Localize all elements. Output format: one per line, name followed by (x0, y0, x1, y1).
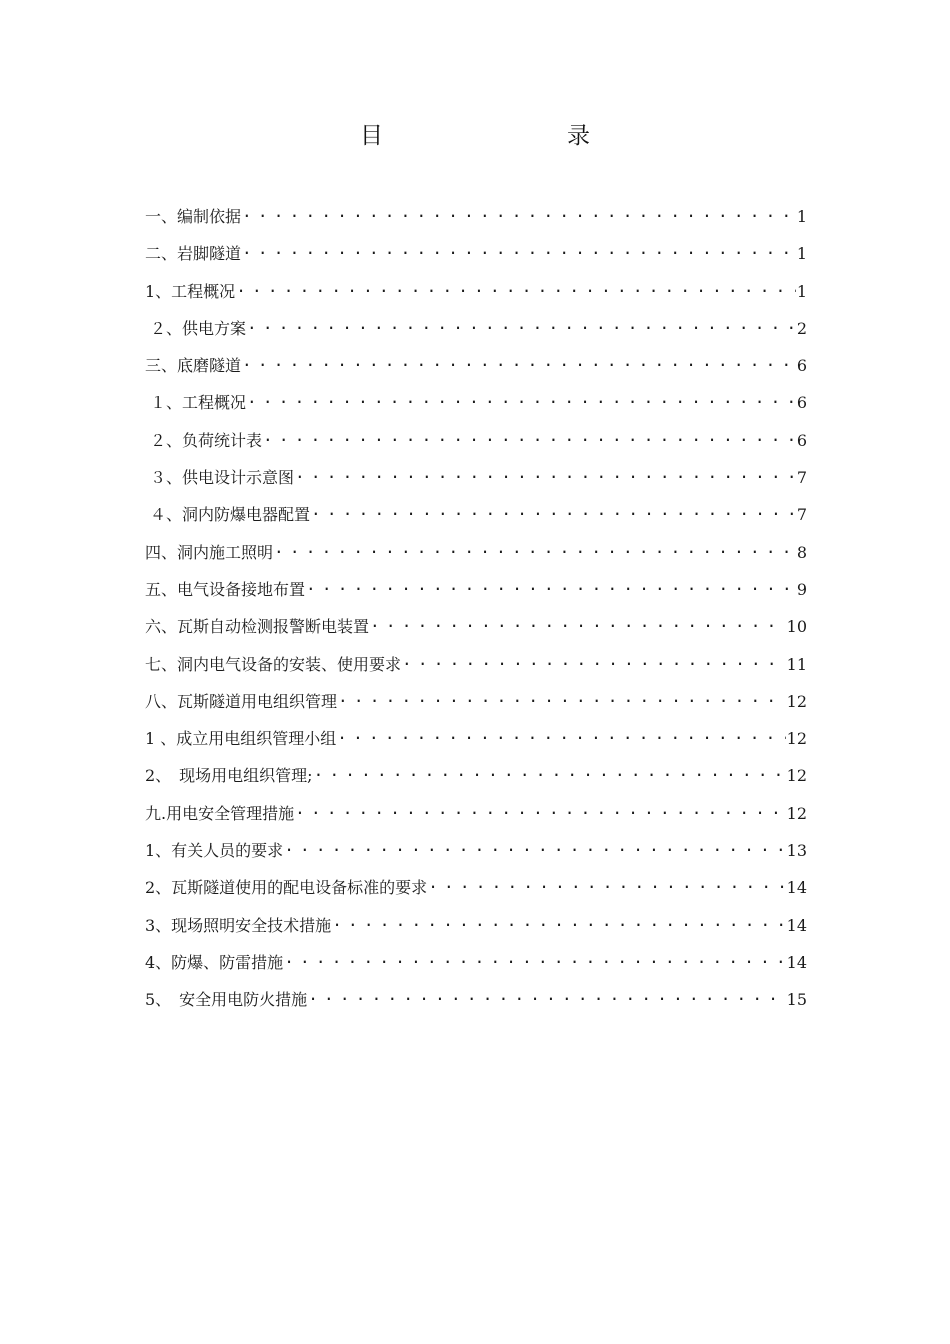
toc-dot-leader (242, 351, 796, 371)
toc-entry-page-number: 6 (796, 393, 807, 413)
toc-entry[interactable] (145, 277, 807, 314)
toc-entry[interactable] (145, 687, 807, 724)
toc-entry-label: 5、 安全用电防火措施 (145, 990, 308, 1010)
toc-entry-label: ２、负荷统计表 (150, 430, 263, 450)
toc-entry-label: 2、 现场用电组织管理; (145, 766, 313, 786)
toc-entry-label: 六、瓦斯自动检测报警断电装置 (145, 617, 370, 637)
toc-dot-leader (332, 911, 785, 931)
toc-dot-leader (284, 948, 785, 968)
toc-list (145, 202, 807, 1023)
toc-entry[interactable] (145, 911, 807, 948)
toc-dot-leader (263, 426, 796, 446)
toc-entry-label: 一、编制依据 (145, 207, 242, 226)
toc-entry[interactable] (145, 239, 807, 276)
toc-dot-leader (295, 463, 796, 483)
toc-dot-leader (402, 650, 786, 670)
toc-entry-page-number: 11 (786, 654, 807, 674)
toc-dot-leader (337, 724, 785, 744)
toc-dot-leader (242, 202, 796, 222)
toc-entry[interactable] (145, 314, 807, 351)
toc-entry-label: 三、底磨隧道 (145, 356, 242, 376)
toc-dot-leader (311, 500, 796, 520)
toc-dot-leader (274, 538, 796, 558)
toc-entry[interactable] (145, 612, 807, 649)
toc-entry-page-number: 12 (786, 691, 807, 711)
toc-entry[interactable] (145, 426, 807, 463)
toc-entry-label: 四、洞内施工照明 (145, 542, 274, 562)
toc-entry-page-number: 1 (796, 207, 807, 226)
toc-entry[interactable] (145, 351, 807, 388)
toc-dot-leader (338, 687, 786, 707)
toc-entry[interactable] (145, 500, 807, 537)
toc-entry-page-number: 13 (786, 841, 807, 861)
toc-dot-leader (247, 388, 796, 408)
toc-dot-leader (242, 239, 796, 259)
toc-entry-page-number: 12 (786, 766, 807, 786)
toc-dot-leader (314, 761, 786, 781)
toc-title: 目 录 (360, 123, 636, 149)
toc-entry-page-number: 6 (796, 430, 807, 450)
toc-entry-label: １、工程概况 (150, 393, 247, 413)
toc-entry-page-number: 1 (796, 281, 807, 301)
toc-entry[interactable] (145, 388, 807, 425)
toc-entry-page-number: 14 (786, 915, 807, 935)
toc-entry-page-number: 2 (796, 318, 807, 338)
toc-entry-page-number: 8 (796, 542, 807, 562)
toc-dot-leader (295, 799, 786, 819)
toc-entry-page-number: 10 (786, 617, 807, 637)
toc-dot-leader (247, 314, 796, 334)
toc-entry[interactable] (145, 463, 807, 500)
toc-entry-label: ２、供电方案 (150, 318, 247, 338)
toc-entry[interactable] (145, 202, 807, 239)
toc-entry-label: 九.用电安全管理措施 (145, 803, 295, 823)
toc-dot-leader (428, 873, 785, 893)
toc-entry-label: 八、瓦斯隧道用电组织管理 (145, 691, 338, 711)
toc-entry-label: 二、岩脚隧道 (145, 244, 242, 264)
toc-entry[interactable] (145, 799, 807, 836)
toc-entry[interactable] (145, 538, 807, 575)
toc-dot-leader (370, 612, 786, 632)
toc-entry-label: ３、供电设计示意图 (150, 468, 295, 488)
toc-entry[interactable] (145, 761, 807, 798)
toc-entry-page-number: 6 (796, 356, 807, 376)
toc-entry-page-number: 7 (796, 468, 807, 488)
toc-entry[interactable] (145, 948, 807, 985)
toc-entry-page-number: 9 (796, 579, 807, 599)
toc-entry-page-number: 12 (786, 729, 807, 749)
toc-entry-label: 3、现场照明安全技术措施 (145, 915, 332, 935)
toc-entry-label: 五、电气设备接地布置 (145, 579, 306, 599)
toc-entry[interactable] (145, 873, 807, 910)
toc-entry-label: 1 、成立用电组织管理小组 (145, 729, 337, 749)
toc-entry[interactable] (145, 836, 807, 873)
toc-entry-label: 1、工程概况 (145, 281, 236, 301)
toc-entry-label: 1、有关人员的要求 (145, 841, 284, 861)
toc-entry-page-number: 7 (796, 505, 807, 525)
toc-dot-leader (236, 277, 796, 297)
toc-entry-page-number: 1 (796, 244, 807, 264)
toc-entry-label: 七、洞内电气设备的安装、使用要求 (145, 654, 402, 674)
toc-dot-leader (308, 985, 785, 1005)
toc-entry-page-number: 14 (786, 878, 807, 898)
toc-entry-label: 2、瓦斯隧道使用的配电设备标准的要求 (145, 878, 428, 898)
toc-entry-page-number: 12 (786, 803, 807, 823)
toc-dot-leader (284, 836, 785, 856)
toc-entry[interactable] (145, 985, 807, 1022)
toc-entry[interactable] (145, 575, 807, 612)
toc-entry[interactable] (145, 650, 807, 687)
toc-entry-label: 4、防爆、防雷措施 (145, 952, 284, 972)
toc-entry-label: ４、洞内防爆电器配置 (150, 505, 311, 525)
toc-entry-page-number: 15 (786, 990, 807, 1010)
toc-entry-page-number: 14 (786, 952, 807, 972)
toc-entry[interactable] (145, 724, 807, 761)
toc-dot-leader (306, 575, 796, 595)
